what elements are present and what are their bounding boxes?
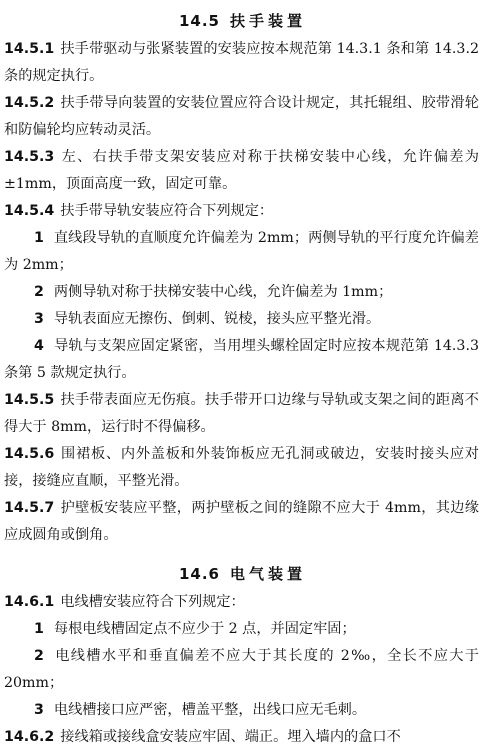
item-text: 电线槽接口应严密，槽盖平整，出线口应无毛刺。	[53, 702, 367, 718]
section-heading-14-6	[0, 559, 485, 589]
clause-14-6-2	[0, 724, 485, 751]
item-text: 每根电线槽固定点不应少于 2 点，并固定牢固；	[53, 621, 356, 637]
clause-text: 扶手带驱动与张紧装置的安装应按本规范第 14.3.1 条和第 14.3.2 条的规定执行。	[4, 41, 479, 84]
list-item	[0, 697, 485, 724]
item-text: 导轨与支架应固定紧密，当用埋头螺栓固定时应按本规范第 14.3.3 条第 5 款规定执行。	[4, 338, 479, 381]
clause-number: 14.6.1	[4, 594, 55, 610]
clause-text: 扶手带导向装置的安装位置应符合设计规定，其托辊组、胶带滑轮和防偏轮均应转动灵活。	[4, 95, 479, 138]
clause-number: 14.5.3	[4, 149, 55, 165]
clause-text: 围裙板、内外盖板和外装饰板应无孔洞或破边，安装时接头应对接，接缝应直顺，平整光滑。	[4, 446, 479, 489]
clause-14-5-3	[0, 144, 485, 198]
clause-text: 护壁板安装应平整，两护壁板之间的缝隙不应大于 4mm，其边缘应成圆角或倒角。	[4, 500, 479, 543]
list-item	[0, 225, 485, 279]
item-number: 1	[34, 621, 44, 637]
clause-14-5-4	[0, 198, 485, 225]
list-item	[0, 306, 485, 333]
clause-number: 14.5.4	[4, 203, 55, 219]
clause-text: 扶手带表面应无伤痕。扶手带开口边缘与导轨或支架之间的距离不得大于 8mm，运行时不得偏移。	[4, 392, 479, 435]
clause-14-5-2	[0, 90, 485, 144]
clause-number: 14.5.6	[4, 446, 55, 462]
list-item	[0, 333, 485, 387]
item-text: 电线槽水平和垂直偏差不应大于其长度的 2‰，全长不应大于 20mm；	[4, 648, 479, 691]
section-number: 14.6	[178, 565, 220, 583]
section-title: 扶手装置	[230, 12, 307, 30]
clause-text: 电线槽安装应符合下列规定：	[60, 594, 245, 610]
clause-number: 14.5.5	[4, 392, 55, 408]
clause-text: 接线箱或接线盒安装应牢固、端正。埋入墙内的盒口不	[60, 729, 401, 745]
item-text: 两侧导轨对称于扶梯安装中心线，允许偏差为 1mm；	[53, 284, 393, 300]
clause-14-5-5	[0, 387, 485, 441]
list-item	[0, 643, 485, 697]
spacer	[0, 549, 485, 559]
clause-text: 左、右扶手带支架安装应对称于扶梯安装中心线，允许偏差为±1mm，顶面高度一致，固定可靠。	[4, 149, 479, 192]
clause-number: 14.5.2	[4, 95, 55, 111]
item-text: 导轨表面应无擦伤、倒刺、锐棱，接头应平整光滑。	[53, 311, 381, 327]
section-heading-14-5	[0, 6, 485, 36]
item-number: 1	[34, 230, 44, 246]
clause-14-5-1	[0, 36, 485, 90]
clause-14-6-1	[0, 589, 485, 616]
item-number: 3	[34, 702, 44, 718]
clause-14-5-7	[0, 495, 485, 549]
section-number: 14.5	[178, 12, 220, 30]
item-number: 4	[34, 338, 44, 354]
clause-number: 14.6.2	[4, 729, 55, 745]
clause-text: 扶手带导轨安装应符合下列规定：	[60, 203, 274, 219]
item-number: 2	[34, 648, 44, 664]
clause-number: 14.5.1	[4, 41, 55, 57]
clause-number: 14.5.7	[4, 500, 55, 516]
item-number: 2	[34, 284, 44, 300]
section-title: 电气装置	[230, 565, 307, 583]
list-item	[0, 616, 485, 643]
list-item	[0, 279, 485, 306]
item-number: 3	[34, 311, 44, 327]
clause-14-5-6	[0, 441, 485, 495]
item-text: 直线段导轨的直顺度允许偏差为 2mm；两侧导轨的平行度允许偏差为 2mm；	[4, 230, 479, 273]
